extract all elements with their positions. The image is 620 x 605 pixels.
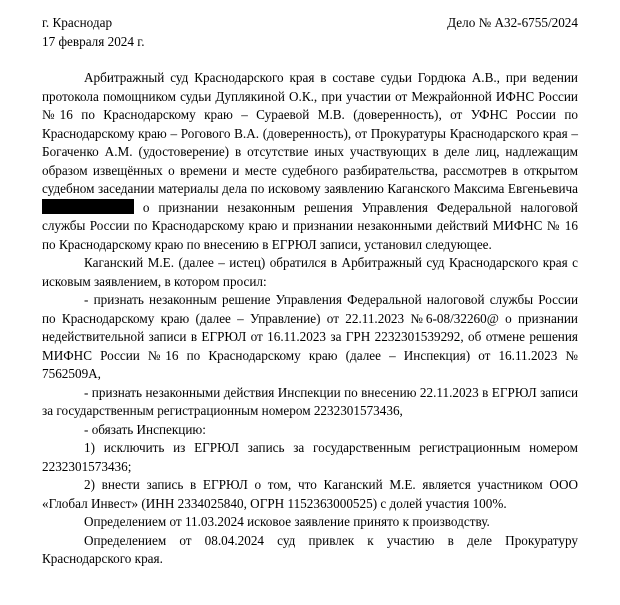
intro-text-b: о признании незаконным решения Управления Федеральной налоговой службы России по Краснодарскому краю и признании незаконными действий МИФНС № 16 по Краснодарскому краю по внесению в ЕГРЮЛ записи, установил следующее. — [42, 199, 578, 252]
claim-item-2: - признать незаконными действия Инспекции по внесению 22.11.2023 в ЕГРЮЛ записи за государственным регистрационным номером 2232301573436, — [42, 384, 578, 418]
case-number: Дело № А32-6755/2024 — [447, 15, 578, 30]
claim-item-1: - признать незаконным решение Управления Федеральной налоговой службы России по Краснодарскому краю (далее – Управление) от 22.11.2023 №6-08/32260@ о признании недействительной записи в ЕГРЮЛ от 16.11.2023 за ГРН 2232301539292, об отмене решения МИФНС России №16 по Краснодарскому краю (далее – Инспекция) от 16.11.2023 № 7562509А, — [42, 292, 578, 381]
claim-item-3: - обязать Инспекцию: — [84, 421, 206, 437]
document-header — [42, 14, 578, 51]
city: г. Краснодар — [42, 15, 113, 30]
intro-text-a: Арбитражный суд Краснодарского края в составе судьи Гордюка А.В., при ведении протокола помощником судьи Дуплякиной О.К., при участии от Межрайонной ИФНС России №16 по Краснодарскому краю – Сураевой М.В. (доверенность), от УФНС России по Краснодарскому краю – Рогового В.А. (доверенность), от Прокуратуры Краснодарского края – Богаченко А.М. (удостоверение) в отсутствие иных участвующих в деле лиц, надлежащим образом извещённых о времени и месте судебного разбирательства, рассмотрев в открытом судебном заседании материалы дела по исковому заявлению Каганского Максима Евгеньевича — [42, 70, 578, 196]
header-left — [42, 14, 145, 51]
ruling-paragraph-1: Определением от 11.03.2024 исковое заявление принято к производству. — [84, 514, 490, 529]
intro-paragraph — [42, 69, 578, 254]
document-date: 17 февраля 2024 г. — [42, 33, 145, 49]
claim-subitem-2: 2) внести запись в ЕГРЮЛ о том, что Каганский М.Е. является участником ООО «Глобал Инвест» (ИНН 2334025840, ОГРН 1152363000525) с долей участия 100%. — [42, 477, 578, 511]
redacted-block — [42, 199, 134, 214]
claim-subitem-1: 1) исключить из ЕГРЮЛ запись за государственным регистрационным номером 2232301573436; — [42, 440, 578, 474]
ruling-paragraph-2: Определением от 08.04.2024 суд привлек к участию в деле Прокуратуру Краснодарского края. — [42, 532, 578, 566]
claim-paragraph: Каганский М.Е. (далее – истец) обратился в Арбитражный суд Краснодарского края с исковым заявлением, в котором просил: — [42, 255, 578, 289]
